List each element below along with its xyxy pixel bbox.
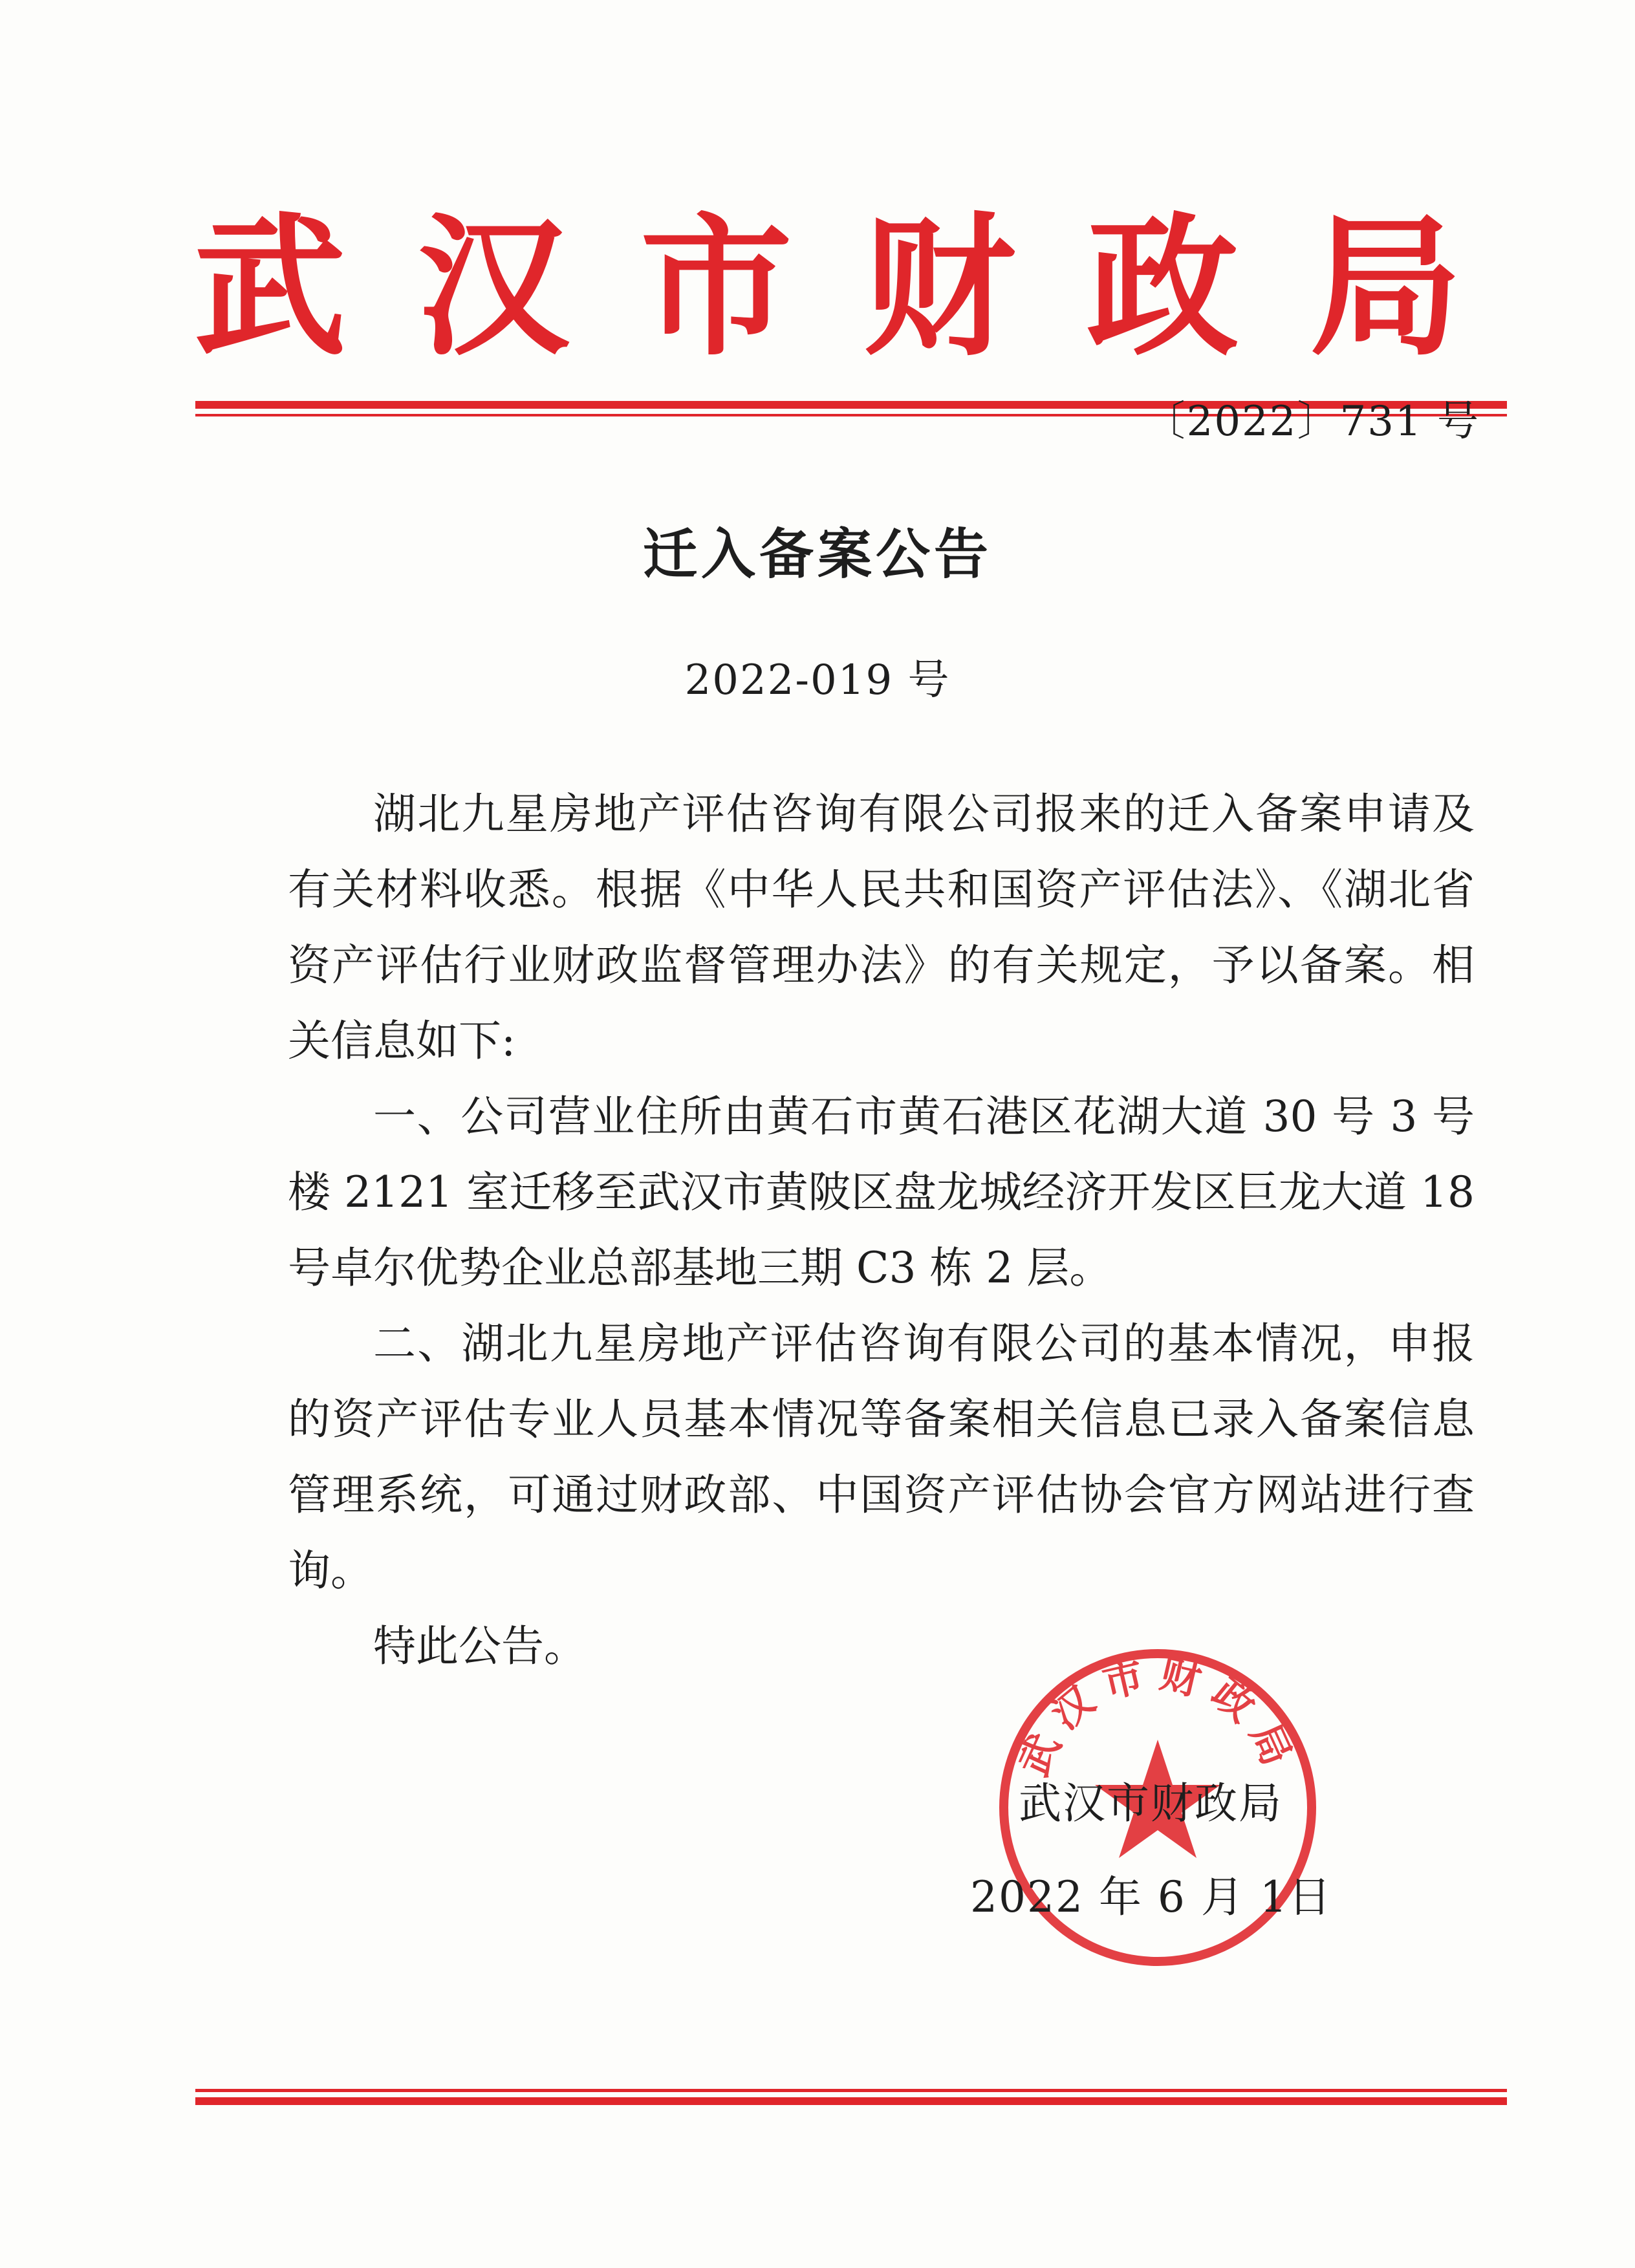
document-number: 〔2022〕731 号 bbox=[1143, 398, 1480, 446]
masthead-char: 政 bbox=[1087, 199, 1239, 376]
masthead-char: 市 bbox=[640, 199, 792, 376]
body-paragraph: 特此公告。 bbox=[373, 1621, 587, 1671]
notice-title: 迁入备案公告 bbox=[642, 523, 992, 586]
masthead-title bbox=[194, 194, 1462, 382]
signature-org: 武汉市财政局 bbox=[1019, 1778, 1283, 1828]
masthead-char: 局 bbox=[1310, 199, 1462, 376]
masthead-char: 财 bbox=[863, 199, 1015, 376]
footer-rule-thick bbox=[195, 2097, 1507, 2105]
notice-body bbox=[288, 776, 1475, 1684]
masthead-char: 汉 bbox=[417, 199, 569, 376]
signature-date: 2022 年 6 月 1日 bbox=[970, 1872, 1332, 1922]
body-paragraph: 一、公司营业住所由黄石市黄石港区花湖大道 30 号 3 号楼 2121 室迁移至武汉市黄陂区盘龙城经济开发区巨龙大道 18 号卓尔优势企业总部基地三期 C3 栋 2 层。 bbox=[288, 1092, 1475, 1293]
body-paragraph: 湖北九星房地产评估咨询有限公司报来的迁入备案申请及有关材料收悉。根据《中华人民共和国资产评估法》、《湖北省资产评估行业财政监督管理办法》的有关规定，予以备案。相关信息如下: bbox=[288, 789, 1475, 1066]
notice-number: 2022-019 号 bbox=[684, 656, 951, 704]
seal-text: 武汉市财政局 bbox=[1010, 1649, 1306, 1783]
masthead-char: 武 bbox=[194, 199, 346, 376]
footer-rule-thin bbox=[195, 2089, 1507, 2092]
body-paragraph: 二、湖北九星房地产评估咨询有限公司的基本情况，申报的资产评估专业人员基本情况等备案相关信息已录入备案信息管理系统，可通过财政部、中国资产评估协会官方网站进行查询。 bbox=[288, 1319, 1475, 1595]
